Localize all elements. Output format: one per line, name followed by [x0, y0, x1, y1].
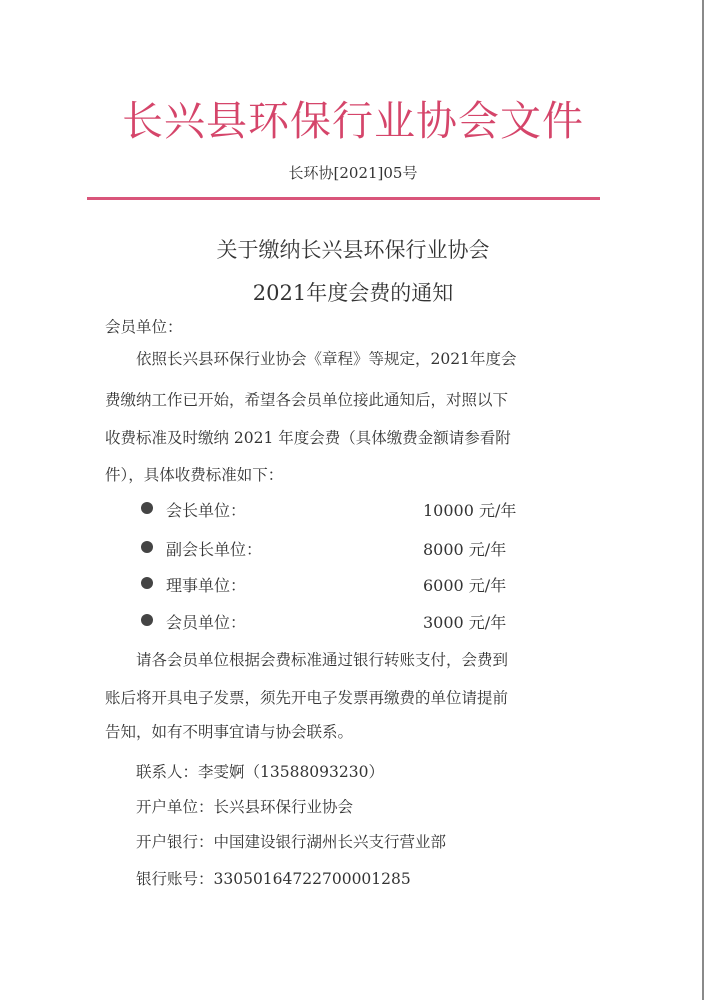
paragraph1-line2: 费缴纳工作已开始，希望各会员单位接此通知后，对照以下 — [105, 391, 509, 409]
fee-amount: 8000 元/年 — [423, 540, 507, 559]
fee-label: 会长单位： — [166, 501, 247, 520]
bullet-icon — [141, 614, 153, 626]
paragraph2-line1: 请各会员单位根据会费标准通过银行转账支付，会费到 — [105, 651, 509, 669]
org-header-title: 长兴县环保行业协会文件 — [122, 97, 584, 145]
paragraph1-line3: 收费标准及时缴纳 2021 年度会费（具体缴费金额请参看附 — [105, 429, 511, 447]
bank-account-number: 银行账号：33050164722700001285 — [105, 870, 411, 888]
bank-name: 开户银行：中国建设银行湖州长兴支行营业部 — [105, 833, 447, 851]
paragraph1-line1: 依照长兴县环保行业协会《章程》等规定，2021年度会 — [105, 350, 517, 368]
fee-row-president — [138, 496, 558, 520]
fee-amount: 6000 元/年 — [423, 576, 507, 595]
bullet-icon — [141, 541, 153, 553]
fee-label: 理事单位： — [166, 576, 247, 595]
fee-amount: 3000 元/年 — [423, 613, 507, 632]
notice-title-line1: 关于缴纳长兴县环保行业协会 — [216, 238, 490, 262]
fee-row-member — [138, 608, 558, 632]
fee-row-director — [138, 571, 558, 595]
contact-person: 联系人：李雯婀（13588093230） — [105, 763, 384, 781]
paragraph2-line2: 账后将开具电子发票，须先开电子发票再缴费的单位请提前 — [105, 689, 509, 707]
document-number: 长环协[2021]05号 — [288, 164, 418, 182]
fee-amount: 10000 元/年 — [423, 501, 517, 520]
fee-row-vice-president — [138, 535, 558, 559]
header-divider — [87, 197, 600, 200]
fee-label: 副会长单位： — [166, 540, 263, 559]
paragraph1-line4: 件），具体收费标准如下： — [105, 466, 284, 484]
fee-label: 会员单位： — [166, 613, 247, 632]
bullet-icon — [141, 577, 153, 589]
salutation: 会员单位： — [105, 318, 183, 336]
page-edge — [702, 0, 704, 1000]
paragraph2-line3: 告知，如有不明事宜请与协会联系。 — [105, 723, 354, 741]
notice-title-line2: 2021年度会费的通知 — [252, 281, 454, 305]
bullet-icon — [141, 502, 153, 514]
account-unit: 开户单位：长兴县环保行业协会 — [105, 798, 354, 816]
